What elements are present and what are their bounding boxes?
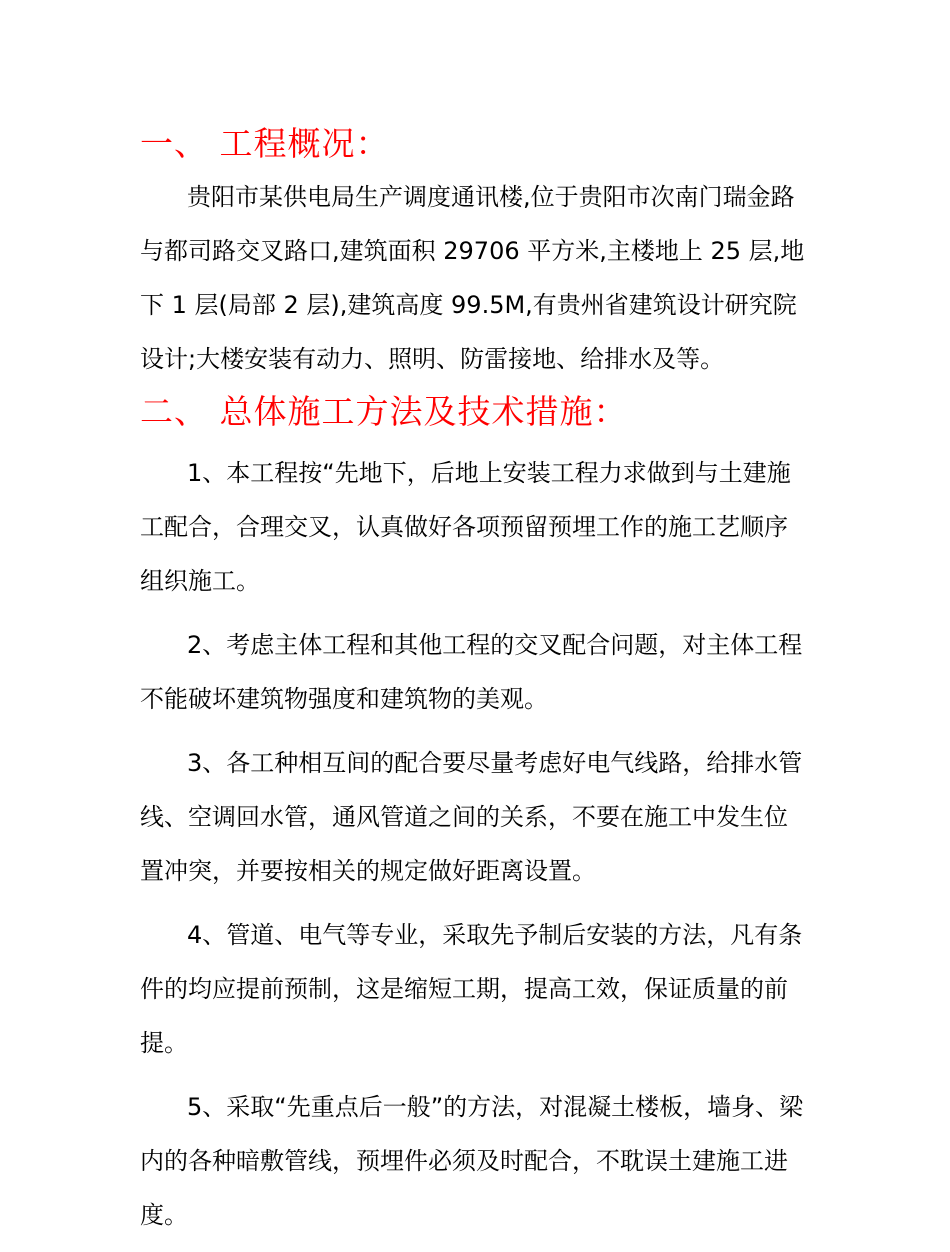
method-item-2: 2、考虑主体工程和其他工程的交叉配合问题，对主体工程不能破坏建筑物强度和建筑物的美观。 [140,631,803,713]
method-item-4: 4、管道、电气等专业，采取先予制后安装的方法，凡有条件的均应提前预制，这是缩短工期，提高工效，保证质量的前提。 [140,921,803,1057]
section-project-overview [140,118,810,386]
section-construction-methods [140,386,810,1242]
project-overview-paragraph: 贵阳市某供电局生产调度通讯楼,位于贵阳市次南门瑞金路与都司路交叉路口,建筑面积 29706 平方米,主楼地上 25 层,地下 1 层(局部 2 层),建筑高度 99.5M,有贵州省建筑设计研究院设计;大楼安装有动力、照明、防雷接地、给排水及等。 [140,183,805,373]
method-item-3: 3、各工种相互间的配合要尽量考虑好电气线路，给排水管线、空调回水管，通风管道之间的关系，不要在施工中发生位置冲突，并要按相关的规定做好距离设置。 [140,749,803,885]
method-item-5: 5、采取“先重点后一般”的方法，对混凝土楼板，墙身、梁内的各种暗敷管线，预埋件必须及时配合，不耽误土建施工进度。 [140,1093,804,1229]
section-heading-construction-methods: 二、 总体施工方法及技术措施： [140,392,628,431]
section-heading-project-overview: 一、 工程概况： [140,124,390,163]
method-item-1: 1、本工程按“先地下，后地上安装工程力求做到与土建施工配合，合理交叉，认真做好各项预留预埋工作的施工艺顺序组织施工。 [140,459,791,595]
document-content [140,118,810,1252]
